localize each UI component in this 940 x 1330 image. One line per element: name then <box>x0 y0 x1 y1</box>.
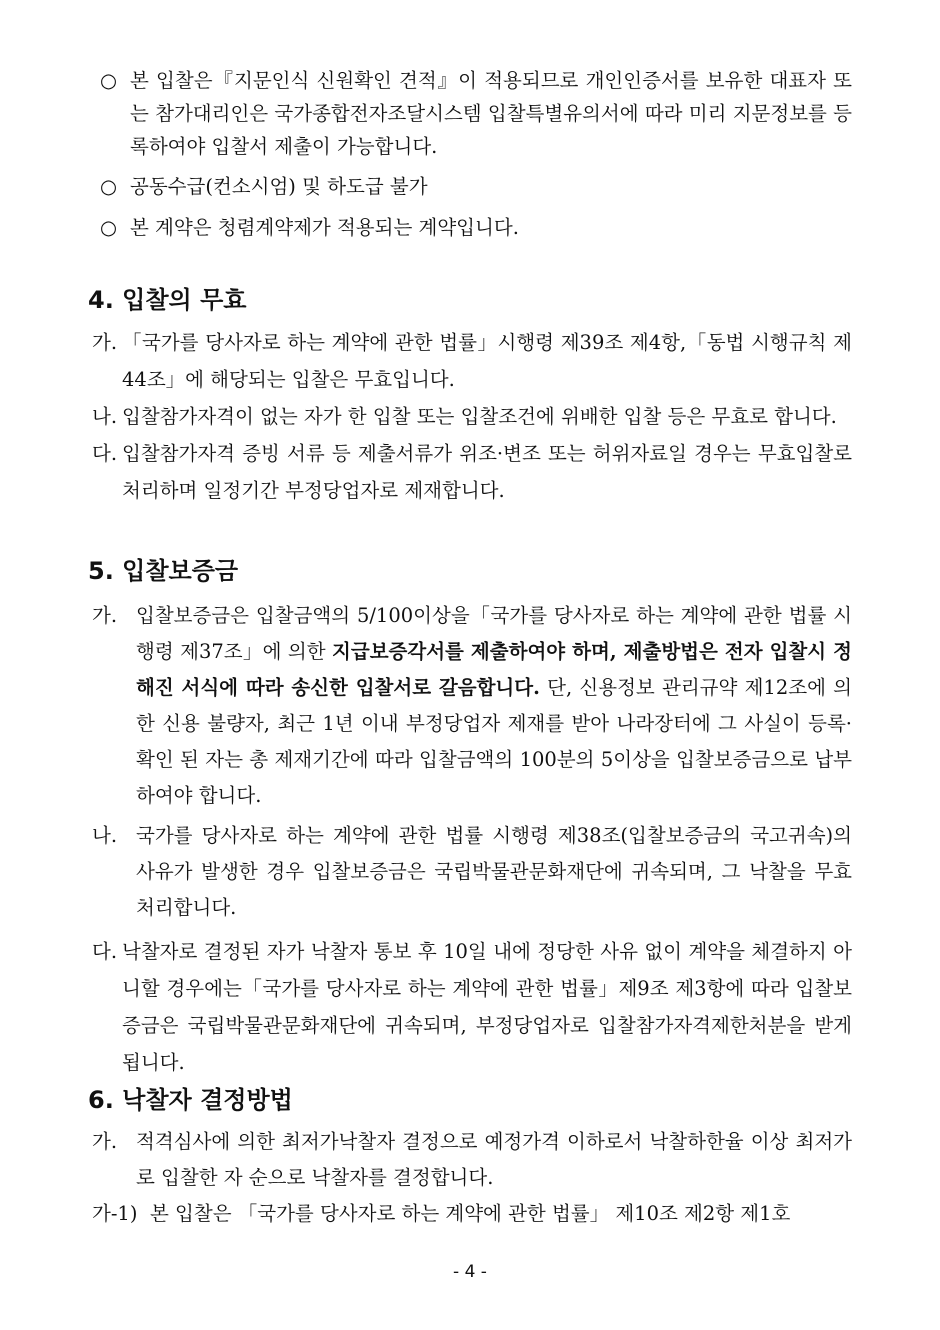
item-text: 국가를 당사자로 하는 계약에 관한 법률 시행령 제38조(입찰보증금의 국고귀속)의 사유가 발생한 경우 입찰보증금은 국립박물관문화재단에 귀속되며, 그 낙찰을 무효 처리합니다. <box>136 824 852 919</box>
item-text: 낙찰자로 결정된 자가 낙찰자 통보 후 10일 내에 정당한 사유 없이 계약을 체결하지 아니할 경우에는「국가를 당사자로 하는 계약에 관한 법률」제9조 제3항에 따라 입찰보증금은 국립박물관문화재단에 귀속되며, 부정당업자로 입찰참가자격제한처분을 받게 됩니다. <box>122 940 852 1074</box>
item-marker: 가. <box>92 1130 118 1153</box>
item-text: 본 입찰은 「국가를 당사자로 하는 계약에 관한 법률」 제10조 제2항 제1호 <box>150 1202 791 1225</box>
bullet-text: 본 계약은 청렴계약제가 적용되는 계약입니다. <box>130 216 519 239</box>
section-5-item-da <box>92 933 852 1081</box>
item-marker: 나. <box>92 405 118 428</box>
section-6-item-ga-1 <box>92 1196 852 1232</box>
bullet-fingerprint-notice <box>100 64 852 163</box>
item-marker: 다. <box>92 940 118 963</box>
bullet-marker: ○ <box>100 69 118 92</box>
section-5-item-na <box>92 818 852 926</box>
section-5-item-ga <box>92 598 852 814</box>
bullet-text: 본 입찰은『지문인식 신원확인 견적』이 적용되므로 개인인증서를 보유한 대표자 또는 참가대리인은 국가종합전자조달시스템 입찰특별유의서에 따라 미리 지문정보를 등록하여야 입찰서 제출이 가능합니다. <box>130 69 852 158</box>
bullet-text: 공동수급(컨소시엄) 및 하도급 불가 <box>130 175 428 198</box>
section-4-item-na <box>92 398 852 435</box>
section-4-item-da <box>92 435 852 509</box>
section-4-heading: 4. 입찰의 무효 <box>88 286 247 314</box>
item-text-plain-tail: 단, 신용정보 관리규약 제12조에 의한 신용 불량자, 최근 1년 이내 부정당업자 제재를 받아 나라장터에 그 사실이 등록·확인 된 자는 총 제재기간에 따라 입찰금액의 100분의 5이상을 입찰보증금으로 납부하여야 합니다. <box>136 676 852 807</box>
item-text <box>92 598 852 814</box>
item-marker: 가. <box>92 331 118 354</box>
item-text-bold: 지급보증각서를 제출하여야 하며, 제출방법은 전자 입찰시 정해진 서식에 따라 송신한 입찰서로 갈음합니다. <box>136 640 852 699</box>
item-marker: 나. <box>92 824 118 847</box>
bullet-marker: ○ <box>100 216 118 239</box>
item-text: 적격심사에 의한 최저가낙찰자 결정으로 예정가격 이하로서 낙찰하한율 이상 최저가로 입찰한 자 순으로 낙찰자를 결정합니다. <box>136 1130 852 1189</box>
section-5-heading: 5. 입찰보증금 <box>88 557 239 585</box>
section-6-heading: 6. 낙찰자 결정방법 <box>88 1086 293 1114</box>
item-marker: 가-1) <box>92 1202 138 1225</box>
page-number: - 4 - <box>453 1262 487 1282</box>
item-text: 「국가를 당사자로 하는 계약에 관한 법률」시행령 제39조 제4항,「동법 시행규칙 제44조」에 해당되는 입찰은 무효입니다. <box>122 331 852 391</box>
item-text: 입찰참가자격 증빙 서류 등 제출서류가 위조·변조 또는 허위자료일 경우는 무효입찰로 처리하며 일정기간 부정당업자로 제재합니다. <box>122 442 852 502</box>
section-6-item-ga <box>92 1124 852 1196</box>
item-text: 입찰참가자격이 없는 자가 한 입찰 또는 입찰조건에 위배한 입찰 등은 무효로 합니다. <box>122 405 837 428</box>
item-text-plain: 입찰보증금은 입찰금액의 5/100이상을「국가를 당사자로 하는 계약에 관한 법률 시행령 제37조」에 의한 <box>136 604 852 663</box>
section-4-item-ga <box>92 324 852 398</box>
bullet-integrity-contract <box>100 211 852 244</box>
bullet-marker: ○ <box>100 175 118 198</box>
item-marker: 다. <box>92 442 118 465</box>
bullet-joint-supply <box>100 170 852 203</box>
item-marker: 가. <box>92 604 118 627</box>
